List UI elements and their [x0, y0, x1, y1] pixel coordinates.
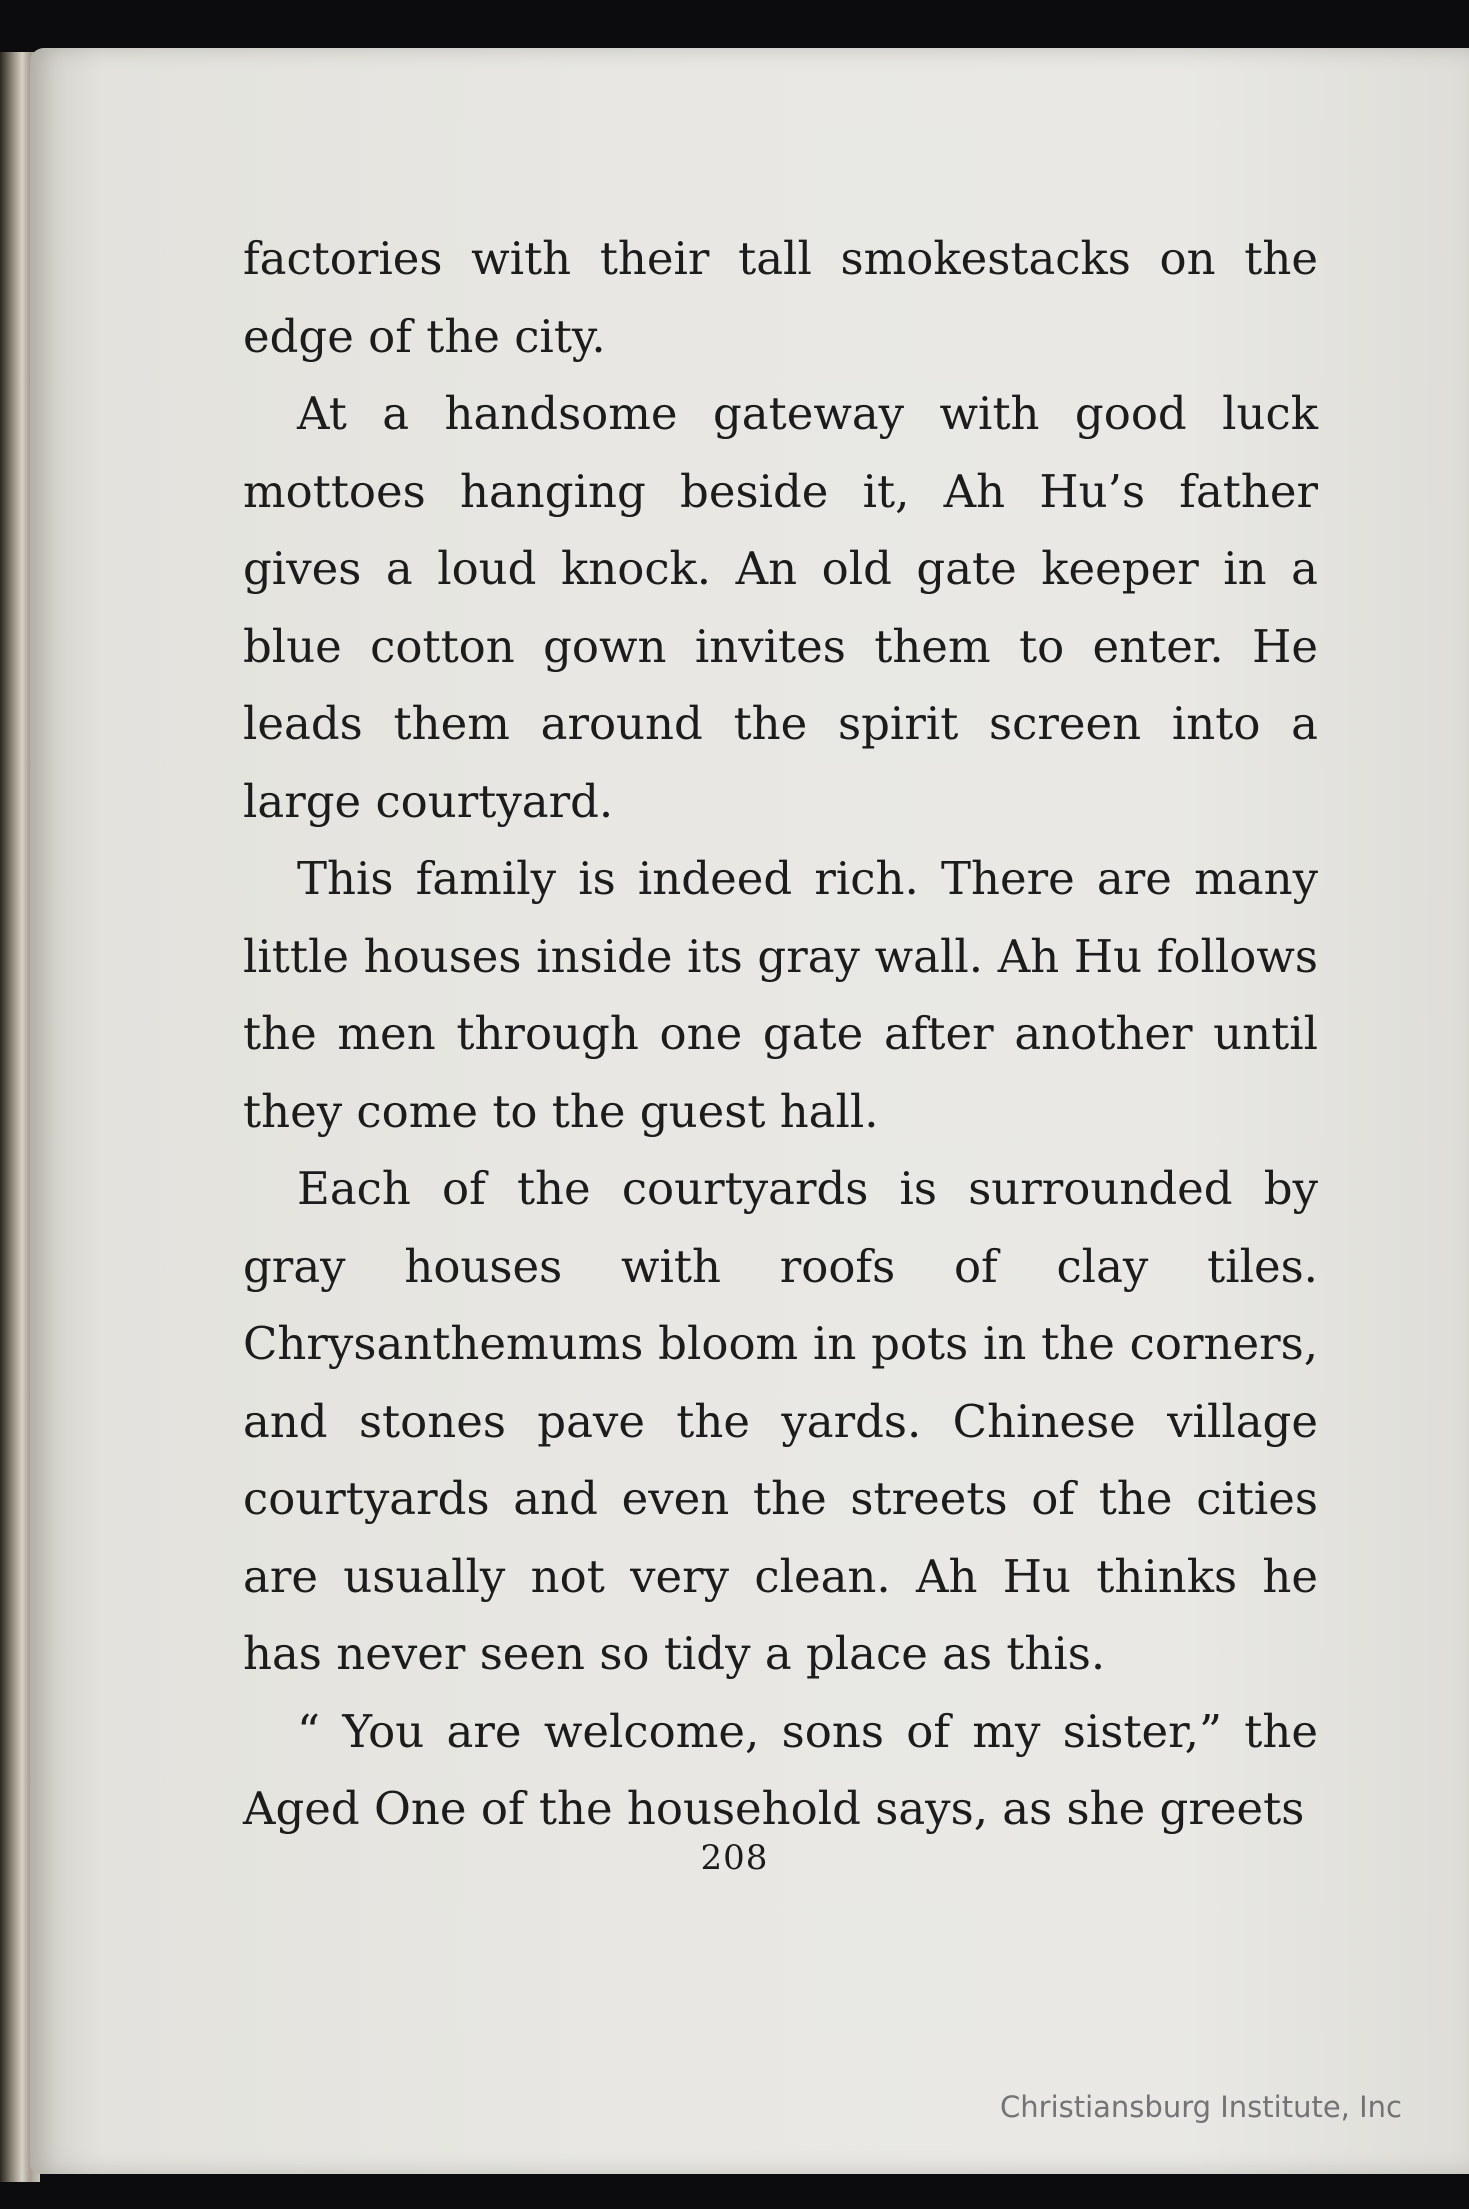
paragraph-courtyards: Each of the courtyards is surrounded by gray houses with roofs of clay tiles. Chrysanthemums bloom in pots in the corners, and stones pave the yards. Chinese village courtyards and even the streets of the cities are usually not very clean. Ah Hu thinks he has never seen so tidy a place as this. — [243, 1162, 1318, 1680]
watermark: Christiansburg Institute, Inc — [1000, 2090, 1402, 2124]
paragraph-welcome: “ You are welcome, sons of my sister,” the Aged One of the household says, as she greets — [243, 1704, 1318, 1835]
page-number: 208 — [700, 1838, 769, 1878]
page-text — [243, 220, 1318, 1848]
paragraph-rich-family: This family is indeed rich. There are many little houses inside its gray wall. Ah Hu follows the men through one gate after another until they come to the guest hall. — [243, 852, 1318, 1138]
paragraph-gateway: At a handsome gateway with good luck mottoes hanging beside it, Ah Hu’s father gives a loud knock. An old gate keeper in a blue cotton gown invites them to enter. He leads them around the spirit screen into a large courtyard. — [243, 387, 1318, 828]
paragraph-continuation: factories with their tall smokestacks on the edge of the city. — [243, 232, 1318, 363]
